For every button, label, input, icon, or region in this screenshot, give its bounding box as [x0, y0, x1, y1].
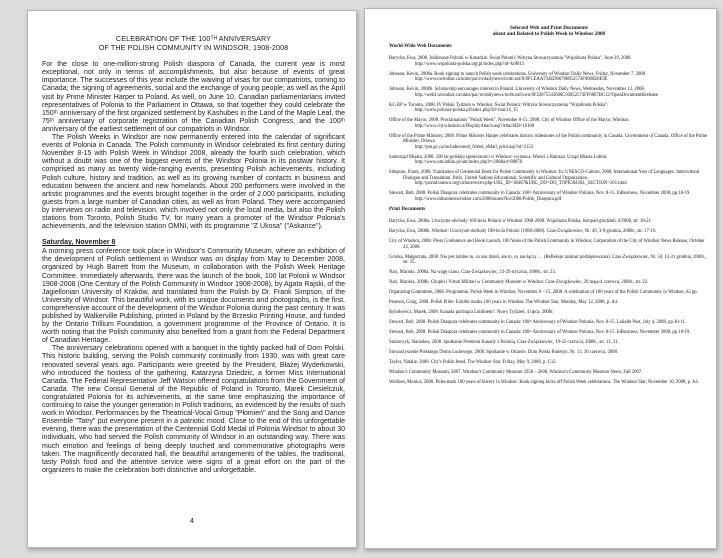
- reference-text: Stolarczyk, Stanisław, 2008. Spotkanie Premiera Kanady z Polonią. Czas-Związkowiec, 19-25 czerwca, 2008r., str. 11, 31.: [389, 340, 619, 346]
- reference-item: [389, 229, 709, 235]
- reference-item: [389, 239, 709, 250]
- reference-text: Stewart, Bob, 2008. Polish Diaspora celebrates community in Canada: 100ᵗʰ Anniversary of Windsor Polonia, Nov. 8-15. InBusiness, November 2008, pp.18-19.: [389, 330, 691, 336]
- reference-item: [389, 255, 709, 266]
- reference-url: http://portal.unesco.org/culture/en/ev.php-URL_ID=38487&URL_DO=DO_TOPIC&URL_SECTION=201.html: [415, 181, 627, 187]
- reference-item: [389, 290, 709, 296]
- reference-text: KG RP w Toronto, 2008. IV Polski Tydzień w Windsor. Świat Polonii: Witryna Stowarzyszenia "Wspólnota Polska".: [389, 102, 609, 108]
- reference-item: [389, 380, 709, 386]
- references-header-line-1: Selected Web and Print Documents: [509, 25, 588, 31]
- reference-text: Nari, Mariola, 2008a. Na wagę czasu. Czas-Związkowiec, 23-29 stycznia, 2008r., str. 23.: [389, 270, 557, 276]
- reference-text: Barycka, Ewa, 2008b. Windsor: Uroczyste obchody 100-lecia Polonii (1908-2008). Czas-Związkowiec, Nr. 49, 3-9 grudnia, 2008r., str. 17-19.: [389, 229, 657, 235]
- reference-text: City of Windsor, 2008. Press Conference and Book Launch, 100 Years of the Polish Community in Windsor, Corporation of the City of Windsor News Release, October 24, 2008.: [389, 239, 705, 250]
- reference-item: [389, 87, 709, 98]
- reference-item: [389, 350, 709, 356]
- reference-item: [389, 330, 709, 336]
- reference-section-heading: World-Wide Web Documents: [389, 44, 452, 50]
- reference-item: [389, 310, 709, 316]
- article-title: [42, 35, 345, 52]
- reference-url: http://web4.uwindsor.ca/units/pac/nvdailynews/nvdn.nsf/own/8F22075543606C93852574FF0067BC12?OpenDocument&release: [415, 92, 659, 98]
- reference-text: Johnson, Kevin, 2008b. Scholarship encourages interest in Poland. University of Windsor Daily News, Wednesday, November 12, 2008.: [389, 87, 645, 93]
- reference-section-heading: Print Documents: [389, 207, 426, 213]
- reference-item: [389, 300, 709, 306]
- body-paragraph: The anniversary celebrations opened with a banquet in the tightly packed hall of Dom Polski. This historic building, serving the Polish community continually from 1930, was with great care renovated several years ago. Participants were greeted by the President, Błażej Wyderkowski, who introduced the hostess of the gathering, Katarzyna Dziedzic, a former Miss International Canada. The Federal Representative Jeff Watson offered congratulations from the Government of Canada. The new Consul General of the Republic of Poland in Toronto, Marek Ciesielczuk, congratulated Polonia for its achievements, at the same time emphasizing the importance of continuing to raise the younger generation in Polish traditions, as evidenced by the results of such work in Windsor. Performances by the Theatrical-Vocal Group "Płomień" and the Song and Dance Ensemble "Tatry" put everyone present in a patriotic mood. Close to the end of this unforgettable evening, there was the presentation of the Centennial Gold Medal of Polonia Windsor to about 30 individuals, who had served the Polish community of Windsor in an outstanding way. There was much emotion and feelings of being deeply touched and commemorative photographs were taken. The magnificently decorated hall, the beautiful arrangements of the tables, the traditional, tasty Polish food and the attentive service were signs of a great effort on the part of the organizers to make the celebration both distinctive and unforgettable.: [42, 345, 345, 474]
- reference-text: Rybołowicz, Marek, 2008. Kanada pachnąca Lublinem?. Nowy Tydzień, 4 lipca, 2008r.: [389, 310, 554, 316]
- reference-text: Stewart, Bob, 2008. Polish Diaspora celebrates community in Canada: 100ᵗʰ Anniversary of Windsor Polonia, Nov. 8-15. InBusiness, November 2008, pp.18-19.: [389, 191, 691, 197]
- article-title-line-2: OF THE POLISH COMMUNITY IN WINDSOR, 1908-2008: [98, 42, 289, 52]
- reference-item: [389, 118, 709, 129]
- reference-url: http://www.wspolnota-polska.org.pl/index.php?id=kr8013: [415, 61, 525, 67]
- reference-text: Górska, Małgorzata, 2008. Nie jest istotne to, co nas dzieli, ale to, co nas łączy … (Refleksje zamiast podziękowania). Czas-Związkowiec, Nr. 50, 12-31 grudnia, 2008r., str. 35.: [389, 254, 707, 266]
- reference-url: http://www.citywindsor.ca/DisplayAttach.asp?AttachID=10100: [415, 123, 535, 129]
- reference-text: Stowarzyszenie Polskiego Domu Ludowego, 2008. Spotkanie w Ottawie. Dom Polski Biuletyn, Nr. 13, 30 czerwca, 2008.: [389, 350, 619, 356]
- article-body: [42, 61, 345, 475]
- reference-text: Wolfson, Monica, 2008. Poles mark 100 years of history in Windsor: Book signing kicks off Polish Week celebrations. The Windsor Star, November 10, 2008, p. A4.: [389, 380, 699, 386]
- reference-text: Taylor, Natalie, 2008. City's Polish feted. The Windsor Star, Friday, May 9, 2008, p. C12.: [389, 360, 557, 366]
- reference-text: Pearson, Craig, 2008. Polish Pride: Exhibit marks 100 years in Windsor. The Windsor Star, Monday, May 12, 2008, p. A4.: [389, 300, 619, 306]
- reference-item: [389, 280, 709, 286]
- reference-item: [389, 155, 709, 166]
- reference-item: [389, 170, 709, 187]
- reference-url: http://www.um.lublin.pl/um/index.php?t=200&id=80870: [415, 160, 523, 166]
- reference-text: Barycka, Ewa, 2008. Jubileusze Polonii w Kanadzie. Świat Polonii: Witryna Stowarzyszenia "Wspólnota Polska", June 29, 2008.: [389, 56, 632, 62]
- references-header: [389, 25, 709, 37]
- reference-item: [389, 340, 709, 346]
- reference-item: [389, 370, 709, 376]
- reference-text: Organizing Committee, 2008. Programme, Polish Week in Windsor, November 8 – 15, 2008. A celebration of 100 years of the Polish Community in Windsor, 62 pp.: [389, 290, 698, 296]
- reference-item: [389, 191, 709, 202]
- references-header-line-2: about and Related to Polish Week in Windsor 2008: [492, 31, 606, 38]
- body-paragraph: For the close to one-million-strong Polish diaspora of Canada, the current year is most exceptional, not only in terms of accomplishments, but also because of events of great importance. The successes of this year include the waiving of visas for our compatriots, coming to Canada; the signing of agreements, social and the exchange of young people; as well as the April visit by Prime Minister Harper to Poland. As well, on June 10, Canadian parliamentarians invited representatives of Polonia to the Parliament in Ottawa, so that together they could celebrate the 150ᵗʰ anniversary of the first organized settlement by Kashubes in the Land of the Maple Leaf, the 75ᵗʰ anniversary of corporate registration of the Canadian Polish Congress, and the 100ᵗʰ anniversary of the earliest settlement of our compatriots in Windsor.: [42, 61, 345, 133]
- body-paragraph: A morning press conference took place in Windsor's Community Museum, where an exhibition of the development of Polish settlement in Windsor was on display from May to December 2008, organized by Hugh Barrett from the Museum, in collaboration with the Polish Week Heritage Committee. Immediately afterwards, there was the launch of the book, 100 lat Polonii w Windsor 1908-2008 (One Century of the Polish Community in Windsor 1908-2008), by Agata Rajski, of the Jagiellonian University of Kraków, and translated from the Polish by Dr. Frank Simpson, of the University of Windsor. This beautiful work, with its unique documents and photographs, is the first, comprehensive account of the development of the Windsor Polonia during the past century. It was published by Walkerville Publishing, printed in Poland by the Brzesko Printing House, and funded by the Ontario Trillium Foundation, a government programme of the Province of Ontario. It is worth noting that the Polish community also benefited from a grant from the Federal Department of Canadian Heritage.: [42, 248, 345, 345]
- reference-item: [389, 360, 709, 366]
- reference-item: [389, 72, 709, 83]
- reference-item: [389, 103, 709, 114]
- reference-url: http://pm.gc.ca/includes/send_friend_eMail_print.asp?id=2153: [415, 144, 534, 150]
- reference-url: http://www.uwindsor.ca/units/pac/nvdailynews/nvdn.nsf/0/8FCEAA734ED66786852574F9006E0E9E: [415, 77, 608, 83]
- reference-text: Stewart, Bob, 2008. Polish Diaspora celebrates community in Canada: 100ᵗʰ Anniversary of Windsor Polonia, Nov. 8-15. LaSalle Post, July 4, 2008, pp.10-11.: [389, 320, 686, 326]
- reference-url: http://www.inbusinesswindsor.com/2008issues/Nov2008/Polish_Diaspora.pdf: [415, 196, 562, 202]
- reference-text: Johnson, Kevin, 2008a. Book signing to launch Polish week celebrations. University of Windsor Daily News, Friday, November 7, 2008.: [389, 71, 647, 77]
- reference-url: http://www.polonia-polska.pl/index.php?id=maz14_15: [415, 108, 518, 114]
- reference-text: Office of the Mayor, 2008. Proclamations "Polish Week", November 8-15, 2008. City of Windsor Office of the Mayor, Windsor.: [389, 118, 630, 124]
- reference-text: Office of the Prime Minister, 2008. Prime Minister Harper celebrates historic milestones of the Polish community in Canada. Government of Canada, Office of the Prime Minister, Ottawa.: [389, 133, 708, 145]
- reference-item: [389, 320, 709, 326]
- day-section-heading: Saturday, November 8: [42, 239, 116, 247]
- reference-text: Barycka, Ewa, 2008a. Uroczyste obchody 100-lecia Polonii w Windsor 1908-2008. Wspólnota Polska, listopad-grudzień, 6/2008, str. 16-21.: [389, 219, 653, 225]
- body-paragraph: The Polish Weeks in Windsor are now permanently entered into the calendar of significant events of Polonia in Canada. The Polish community in Windsor celebrated its first century during November 8-15 with Polish Week in Windsor 2008, already the fourth such celebration, which without a doubt was one of the biggest events of the Windsor Polonia in its postwar history. It comprised as many as twenty wide-ranging events, presenting Polish achievements, including Polish culture, history and tradition, as well as its growing number of contacts in business and education between the ancient and new homelands. About 200 performers were involved in the artistic programmes and the events brought together in the order of 2,000 participants, including guests from a large number of Canadian cities, as well as from Poland. They were accompanied by interviews on radio and television, which involved not only the local media, but also the Polish stations from Toronto, Polish Studio TV, for many years a promoter of the Windsor Polonia's achievements, and the television station OMNI, with its programme "Z Ukosa" ("Askance").: [42, 134, 345, 231]
- reference-item: [389, 134, 709, 151]
- reference-text: Simpson, Frank, 2008. Translation of Centennial Book for Polish Community in Windsor. In: UNESCO-Culture, 2008, International Year of Languages: Intercultural Dialogue and Translation. Paris, United Nations Educational, Scientific and Cultural Organization.: [389, 170, 700, 181]
- reference-text: Nari, Mariola, 2008b. Chopin i Virtuti Militari w Community Museum w Windsor. Czas-Związkowiec, 29 maja-4 czerwca, 2008r., str. 22.: [389, 280, 649, 286]
- reference-item: [389, 270, 709, 276]
- reference-item: [389, 56, 709, 67]
- article-title-line-1: CELEBRATION OF THE 100ᵀᴴ ANNIVERSARY: [115, 34, 272, 43]
- reference-item: [389, 219, 709, 225]
- reference-text: Samorząd Miasta, 2008. 100 lat polskiej społeczności w Windsor- wystawa. Wieści z Ratusza. Urząd Miasta Lublin.: [389, 154, 608, 160]
- references-sections: [389, 44, 709, 386]
- references-page: [364, 8, 717, 549]
- page-number: 4: [190, 518, 194, 525]
- article-page: [27, 10, 357, 548]
- reference-text: Windsor's Community Museum, 2007. Windsor's Community Museum 1958 – 2008, Windsor's Community Museum News, Fall 2007.: [389, 370, 643, 376]
